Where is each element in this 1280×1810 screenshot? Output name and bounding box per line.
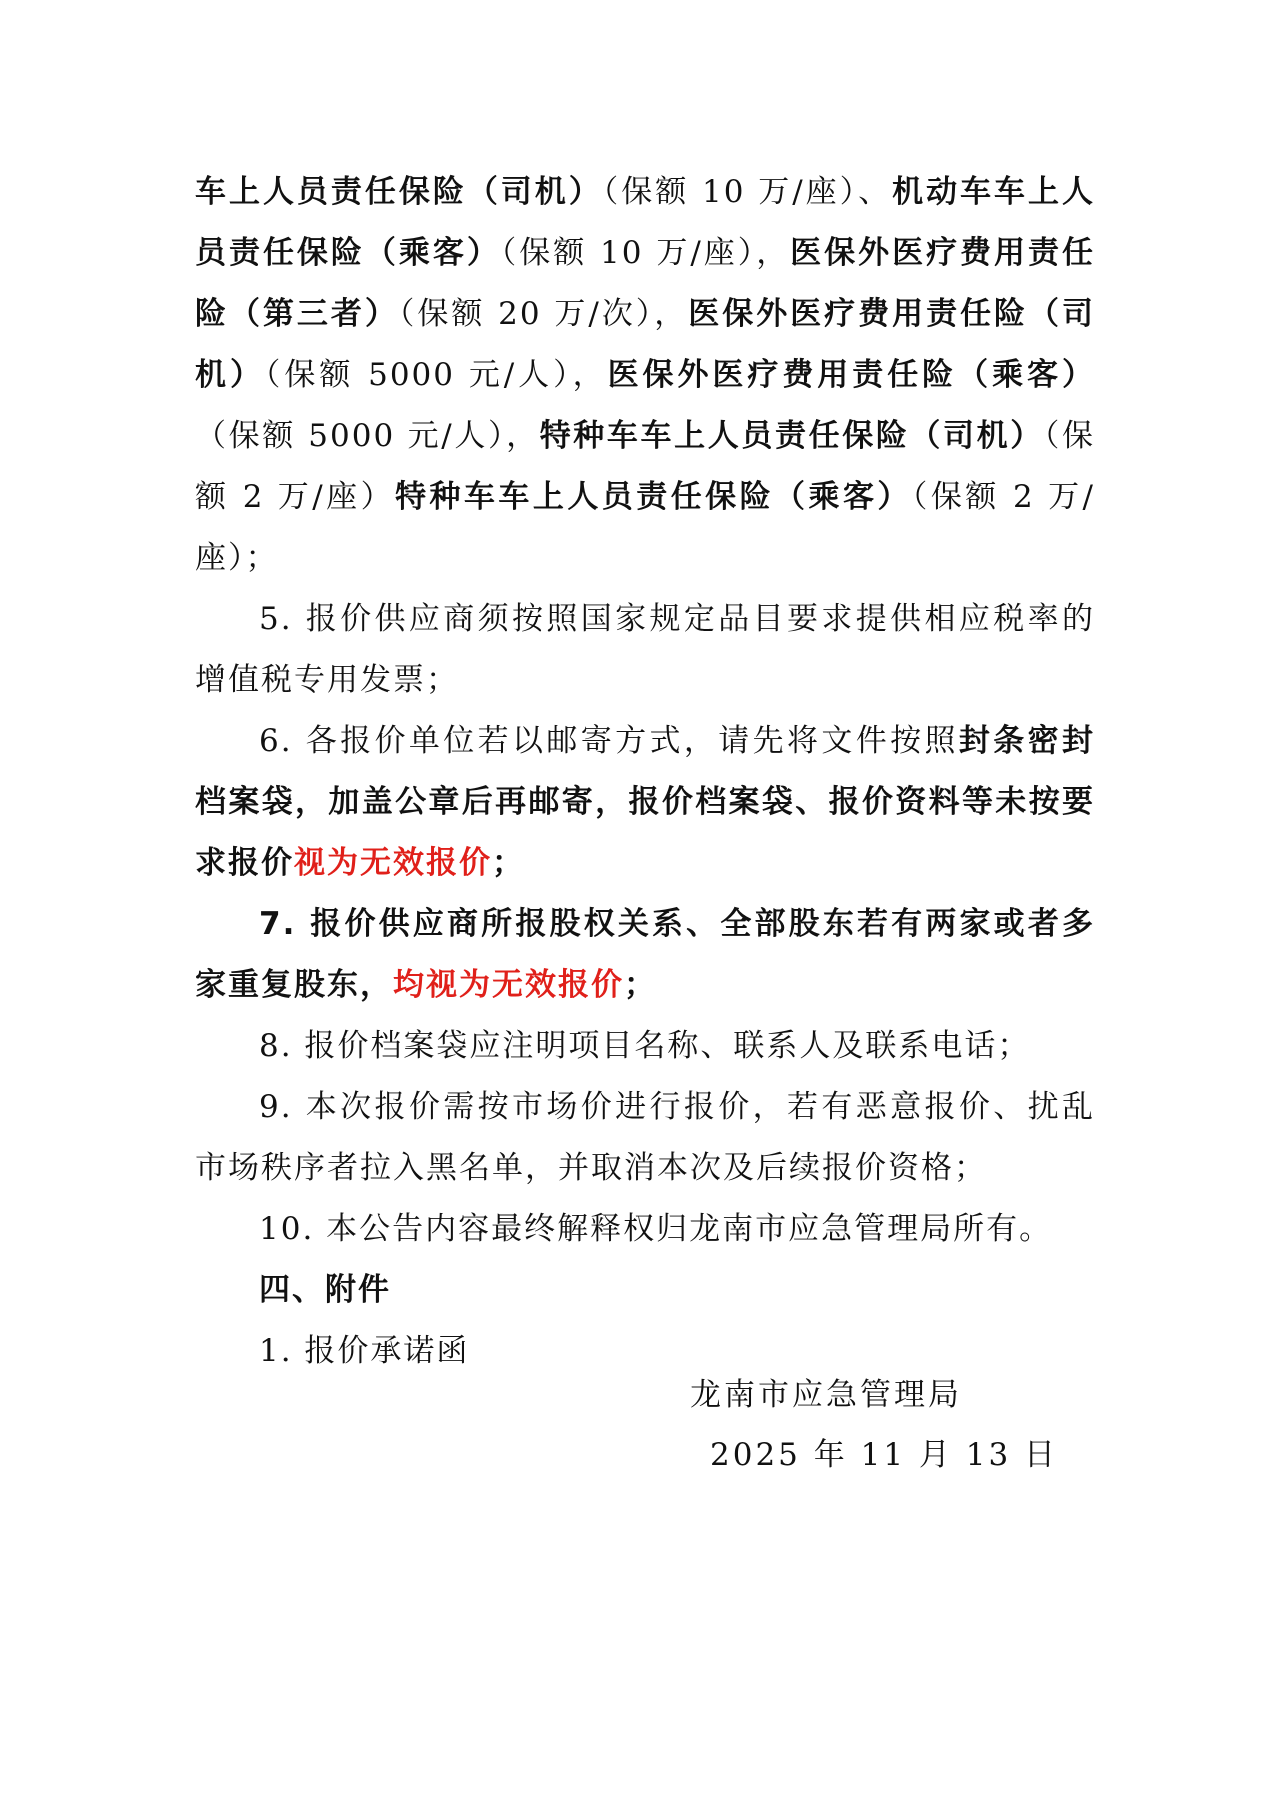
insurance-amount: （保额 20 万/次）， bbox=[398, 296, 689, 332]
insurance-amount: （保额 5000 元/人）， bbox=[195, 418, 540, 454]
signing-organization: 龙南市应急管理局 bbox=[690, 1377, 962, 1413]
insurance-item: 机动车车上人员责任保险（乘客） bbox=[195, 174, 1095, 271]
insurance-item: 车上人员责任保险（司机） bbox=[195, 174, 603, 210]
insurance-item: 医保外医疗费用责任险（乘客） bbox=[607, 357, 1096, 393]
signing-date: 2025 年 11 月 13 日 bbox=[710, 1437, 1059, 1473]
section-4-heading: 四、附件 bbox=[259, 1272, 391, 1308]
insurance-amount: （保额 10 万/座）、 bbox=[602, 174, 893, 210]
item-6-intro: 6. 各报价单位若以邮寄方式，请先将文件按照 bbox=[259, 723, 959, 759]
insurance-item: 医保外医疗费用责任险（第三者） bbox=[195, 235, 1095, 332]
item-6-end: ； bbox=[492, 845, 525, 881]
insurance-amount: （保额 2 万/座）； bbox=[195, 479, 1095, 576]
insurance-item: 特种车车上人员责任保险（司机） bbox=[539, 418, 1044, 454]
item-10: 10. 本公告内容最终解释权归龙南市应急管理局所有。 bbox=[259, 1211, 1053, 1247]
insurance-list-paragraph bbox=[195, 162, 1095, 589]
item-7 bbox=[195, 894, 1095, 1016]
signature-block bbox=[690, 1365, 1110, 1485]
insurance-item: 特种车车上人员责任保险（乘客） bbox=[395, 479, 912, 515]
insurance-item: 医保外医疗费用责任险（司机） bbox=[195, 296, 1096, 393]
item-6-invalid-notice: 视为无效报价 bbox=[294, 845, 492, 881]
item-9: 9. 本次报价需按市场价进行报价，若有恶意报价、扰乱市场秩序者拉入黑名单，并取消本次及后续报价资格； bbox=[195, 1089, 1095, 1186]
item-7-text: 7. 报价供应商所报股权关系、全部股东若有两家或者多家重复股东， bbox=[195, 906, 1095, 1003]
item-5: 5. 报价供应商须按照国家规定品目要求提供相应税率的增值税专用发票； bbox=[195, 601, 1095, 698]
insurance-amount: （保额 2 万/座） bbox=[195, 418, 1096, 515]
attachment-1: 1. 报价承诺函 bbox=[259, 1333, 470, 1369]
item-6-requirement: 封条密封档案袋，加盖公章后再邮寄，报价档案袋、报价资料等未按要求报价 bbox=[195, 723, 1095, 881]
item-8: 8. 报价档案袋应注明项目名称、联系人及联系电话； bbox=[259, 1028, 1031, 1064]
insurance-amount: （保额 10 万/座）， bbox=[500, 235, 791, 271]
item-7-end: ； bbox=[624, 967, 657, 1003]
item-6 bbox=[195, 711, 1095, 894]
item-7-invalid-notice: 均视为无效报价 bbox=[393, 967, 624, 1003]
insurance-amount: （保额 5000 元/人）， bbox=[264, 357, 608, 393]
document-body bbox=[195, 162, 1095, 1382]
